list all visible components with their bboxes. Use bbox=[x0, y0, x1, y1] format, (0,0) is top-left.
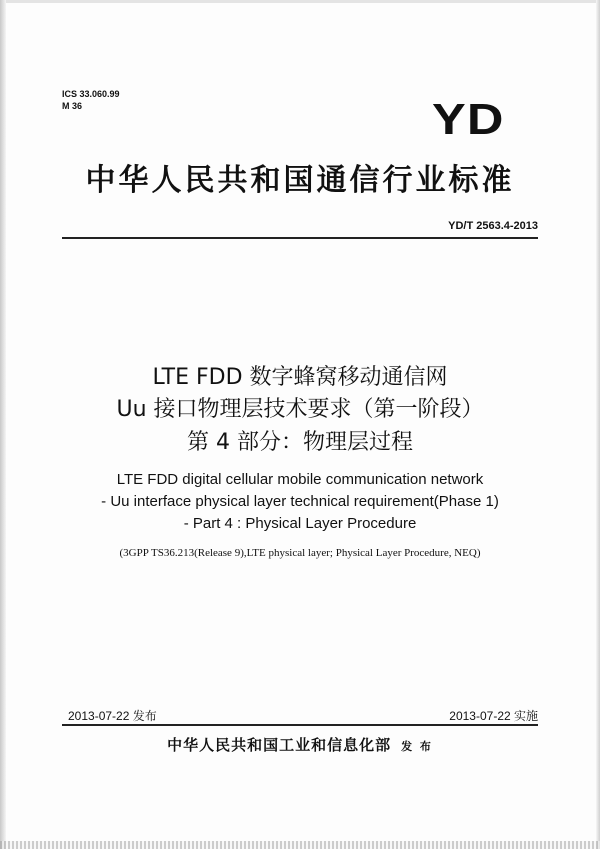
english-title-line-2: - Uu interface physical layer technical requirement(Phase 1) bbox=[101, 493, 499, 510]
issue-date: 2013-07-22 发布 bbox=[68, 709, 157, 723]
chinese-title-line-2: Uu 接口物理层技术要求（第一阶段） bbox=[116, 397, 484, 422]
chinese-title-line-1: LTE FDD 数字蜂窝移动通信网 bbox=[152, 365, 448, 390]
ccs-code: M 36 bbox=[62, 101, 83, 111]
implementation-date: 2013-07-22 实施 bbox=[449, 709, 538, 723]
standard-title: 中华人民共和国通信行业标准 bbox=[85, 163, 515, 198]
chinese-title-line-3: 第 4 部分：物理层过程 bbox=[187, 430, 413, 455]
english-title-line-3: - Part 4 : Physical Layer Procedure bbox=[183, 515, 417, 532]
scan-edge-bottom bbox=[0, 841, 600, 849]
publish-label: 发 布 bbox=[401, 740, 433, 753]
issuer-name: 中华人民共和国工业和信息化部 bbox=[167, 736, 392, 754]
english-title-line-1: LTE FDD digital cellular mobile communication network bbox=[116, 471, 484, 488]
header-divider bbox=[62, 237, 538, 239]
standard-number: YD/T 2563.4-2013 bbox=[448, 220, 538, 232]
issuer-line bbox=[0, 734, 600, 755]
scan-edge-top bbox=[0, 0, 600, 3]
footer-divider bbox=[62, 724, 538, 726]
ics-code: ICS 33.060.99 bbox=[62, 89, 120, 99]
reference-note: (3GPP TS36.213(Release 9),LTE physical layer; Physical Layer Procedure, NEQ) bbox=[119, 547, 481, 559]
classification-codes bbox=[62, 88, 120, 112]
yd-logo: YD bbox=[432, 95, 505, 144]
